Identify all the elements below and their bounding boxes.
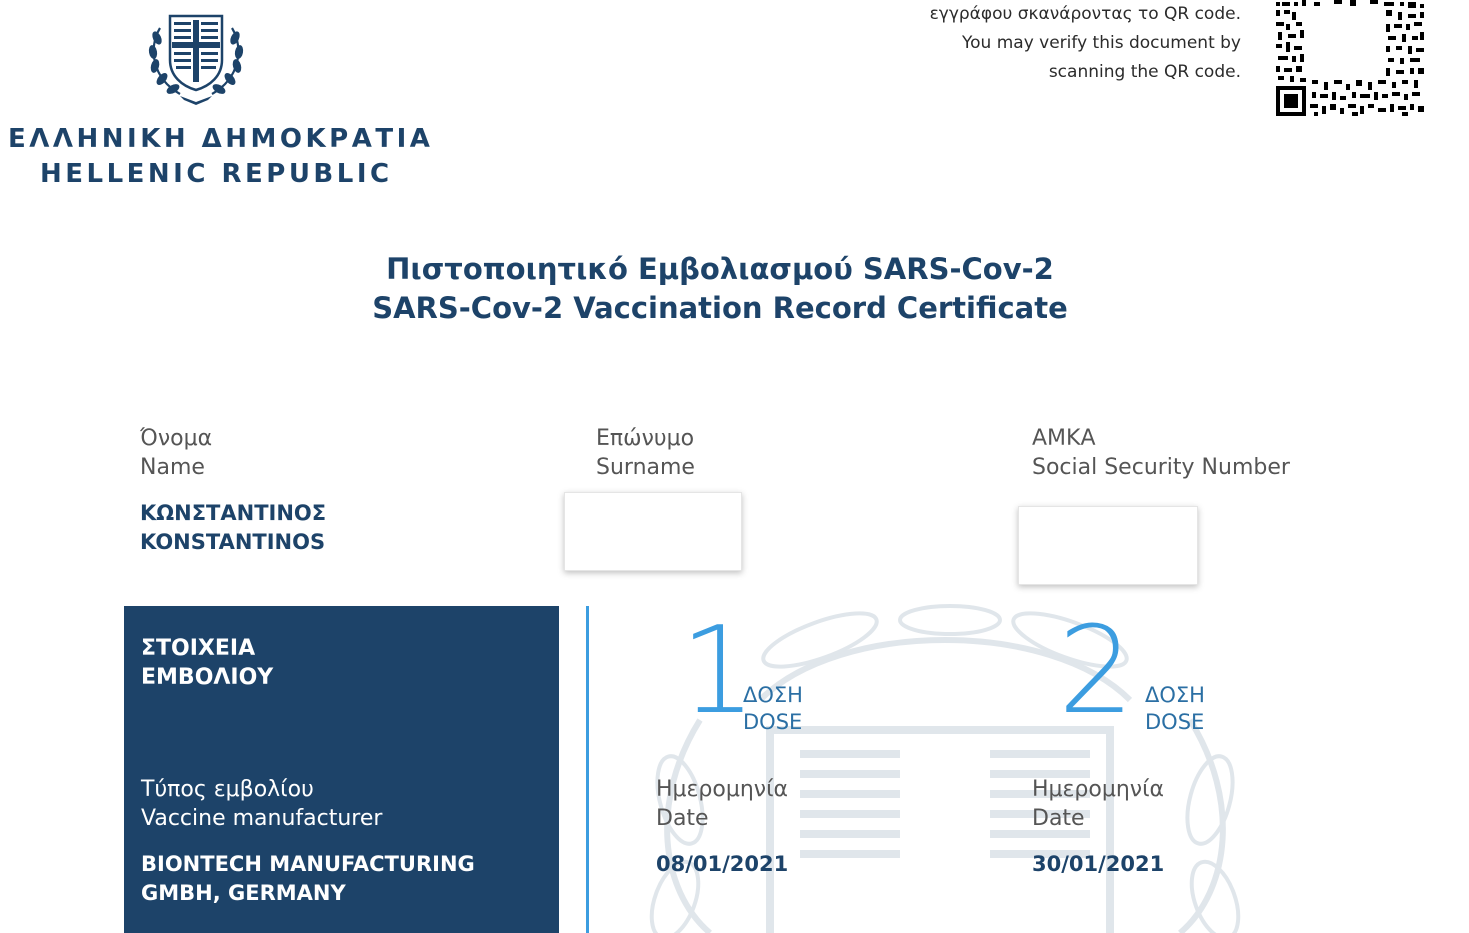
- dose-2-label-english: DOSE: [1145, 710, 1205, 734]
- vaccine-type-label-greek: Τύπος εμβολίου: [141, 777, 314, 802]
- amka-label-greek: ΑΜΚΑ: [1032, 426, 1096, 451]
- vaccine-manufacturer-line-2: GMBH, GERMANY: [141, 881, 346, 905]
- dose-1-label-greek: ΔΟΣΗ: [743, 683, 803, 707]
- dose-2-label-greek: ΔΟΣΗ: [1145, 683, 1205, 707]
- name-value-greek: ΚΩΝΣΤΑΝΤΙΝΟΣ: [140, 501, 327, 525]
- verify-text-english-line-2: scanning the QR code.: [1048, 62, 1241, 82]
- vaccine-section-title-line-1: ΣΤΟΙΧΕΙΑ: [141, 636, 256, 661]
- surname-redaction-box: [564, 492, 742, 571]
- dose-1-date-label-greek: Ημερομηνία: [656, 777, 789, 802]
- dose-2-date-label-greek: Ημερομηνία: [1032, 777, 1165, 802]
- greek-coat-of-arms-icon: [140, 0, 252, 106]
- section-divider: [586, 606, 589, 933]
- dose-2-date-value: 30/01/2021: [1032, 852, 1165, 876]
- surname-label-english: Surname: [596, 455, 695, 480]
- dose-1-number: 1: [680, 602, 757, 741]
- certificate-title-greek: Πιστοποιητικό Εμβολιασμού SARS-Cov-2: [386, 252, 1054, 286]
- vaccine-details-panel: [124, 606, 559, 933]
- vaccine-section-title-line-2: ΕΜΒΟΛΙΟΥ: [141, 665, 274, 690]
- vaccine-type-label-english: Vaccine manufacturer: [141, 806, 383, 831]
- dose-2-number: 2: [1058, 602, 1135, 741]
- vaccine-manufacturer-line-1: BIONTECH MANUFACTURING: [141, 852, 475, 876]
- republic-name-english: HELLENIC REPUBLIC: [40, 159, 393, 189]
- dose-2-date-label-english: Date: [1032, 806, 1085, 831]
- verify-text-greek: εγγράφου σκανάροντας το QR code.: [929, 4, 1241, 24]
- amka-label-english: Social Security Number: [1032, 455, 1290, 480]
- amka-redaction-box: [1018, 506, 1198, 585]
- name-label-english: Name: [140, 455, 205, 480]
- republic-name-greek: ΕΛΛΗΝΙΚΗ ΔΗΜΟΚΡΑΤΙΑ: [8, 124, 434, 154]
- certificate-title-english: SARS-Cov-2 Vaccination Record Certificate: [372, 291, 1068, 325]
- surname-label-greek: Επώνυμο: [596, 426, 695, 451]
- dose-1-date-value: 08/01/2021: [656, 852, 789, 876]
- dose-1-date-label-english: Date: [656, 806, 709, 831]
- qr-code-icon[interactable]: [1274, 0, 1426, 118]
- name-value-english: KONSTANTINOS: [140, 530, 326, 554]
- dose-1-label-english: DOSE: [743, 710, 803, 734]
- name-label-greek: Όνομα: [140, 426, 213, 451]
- verify-text-english-line-1: You may verify this document by: [962, 33, 1241, 53]
